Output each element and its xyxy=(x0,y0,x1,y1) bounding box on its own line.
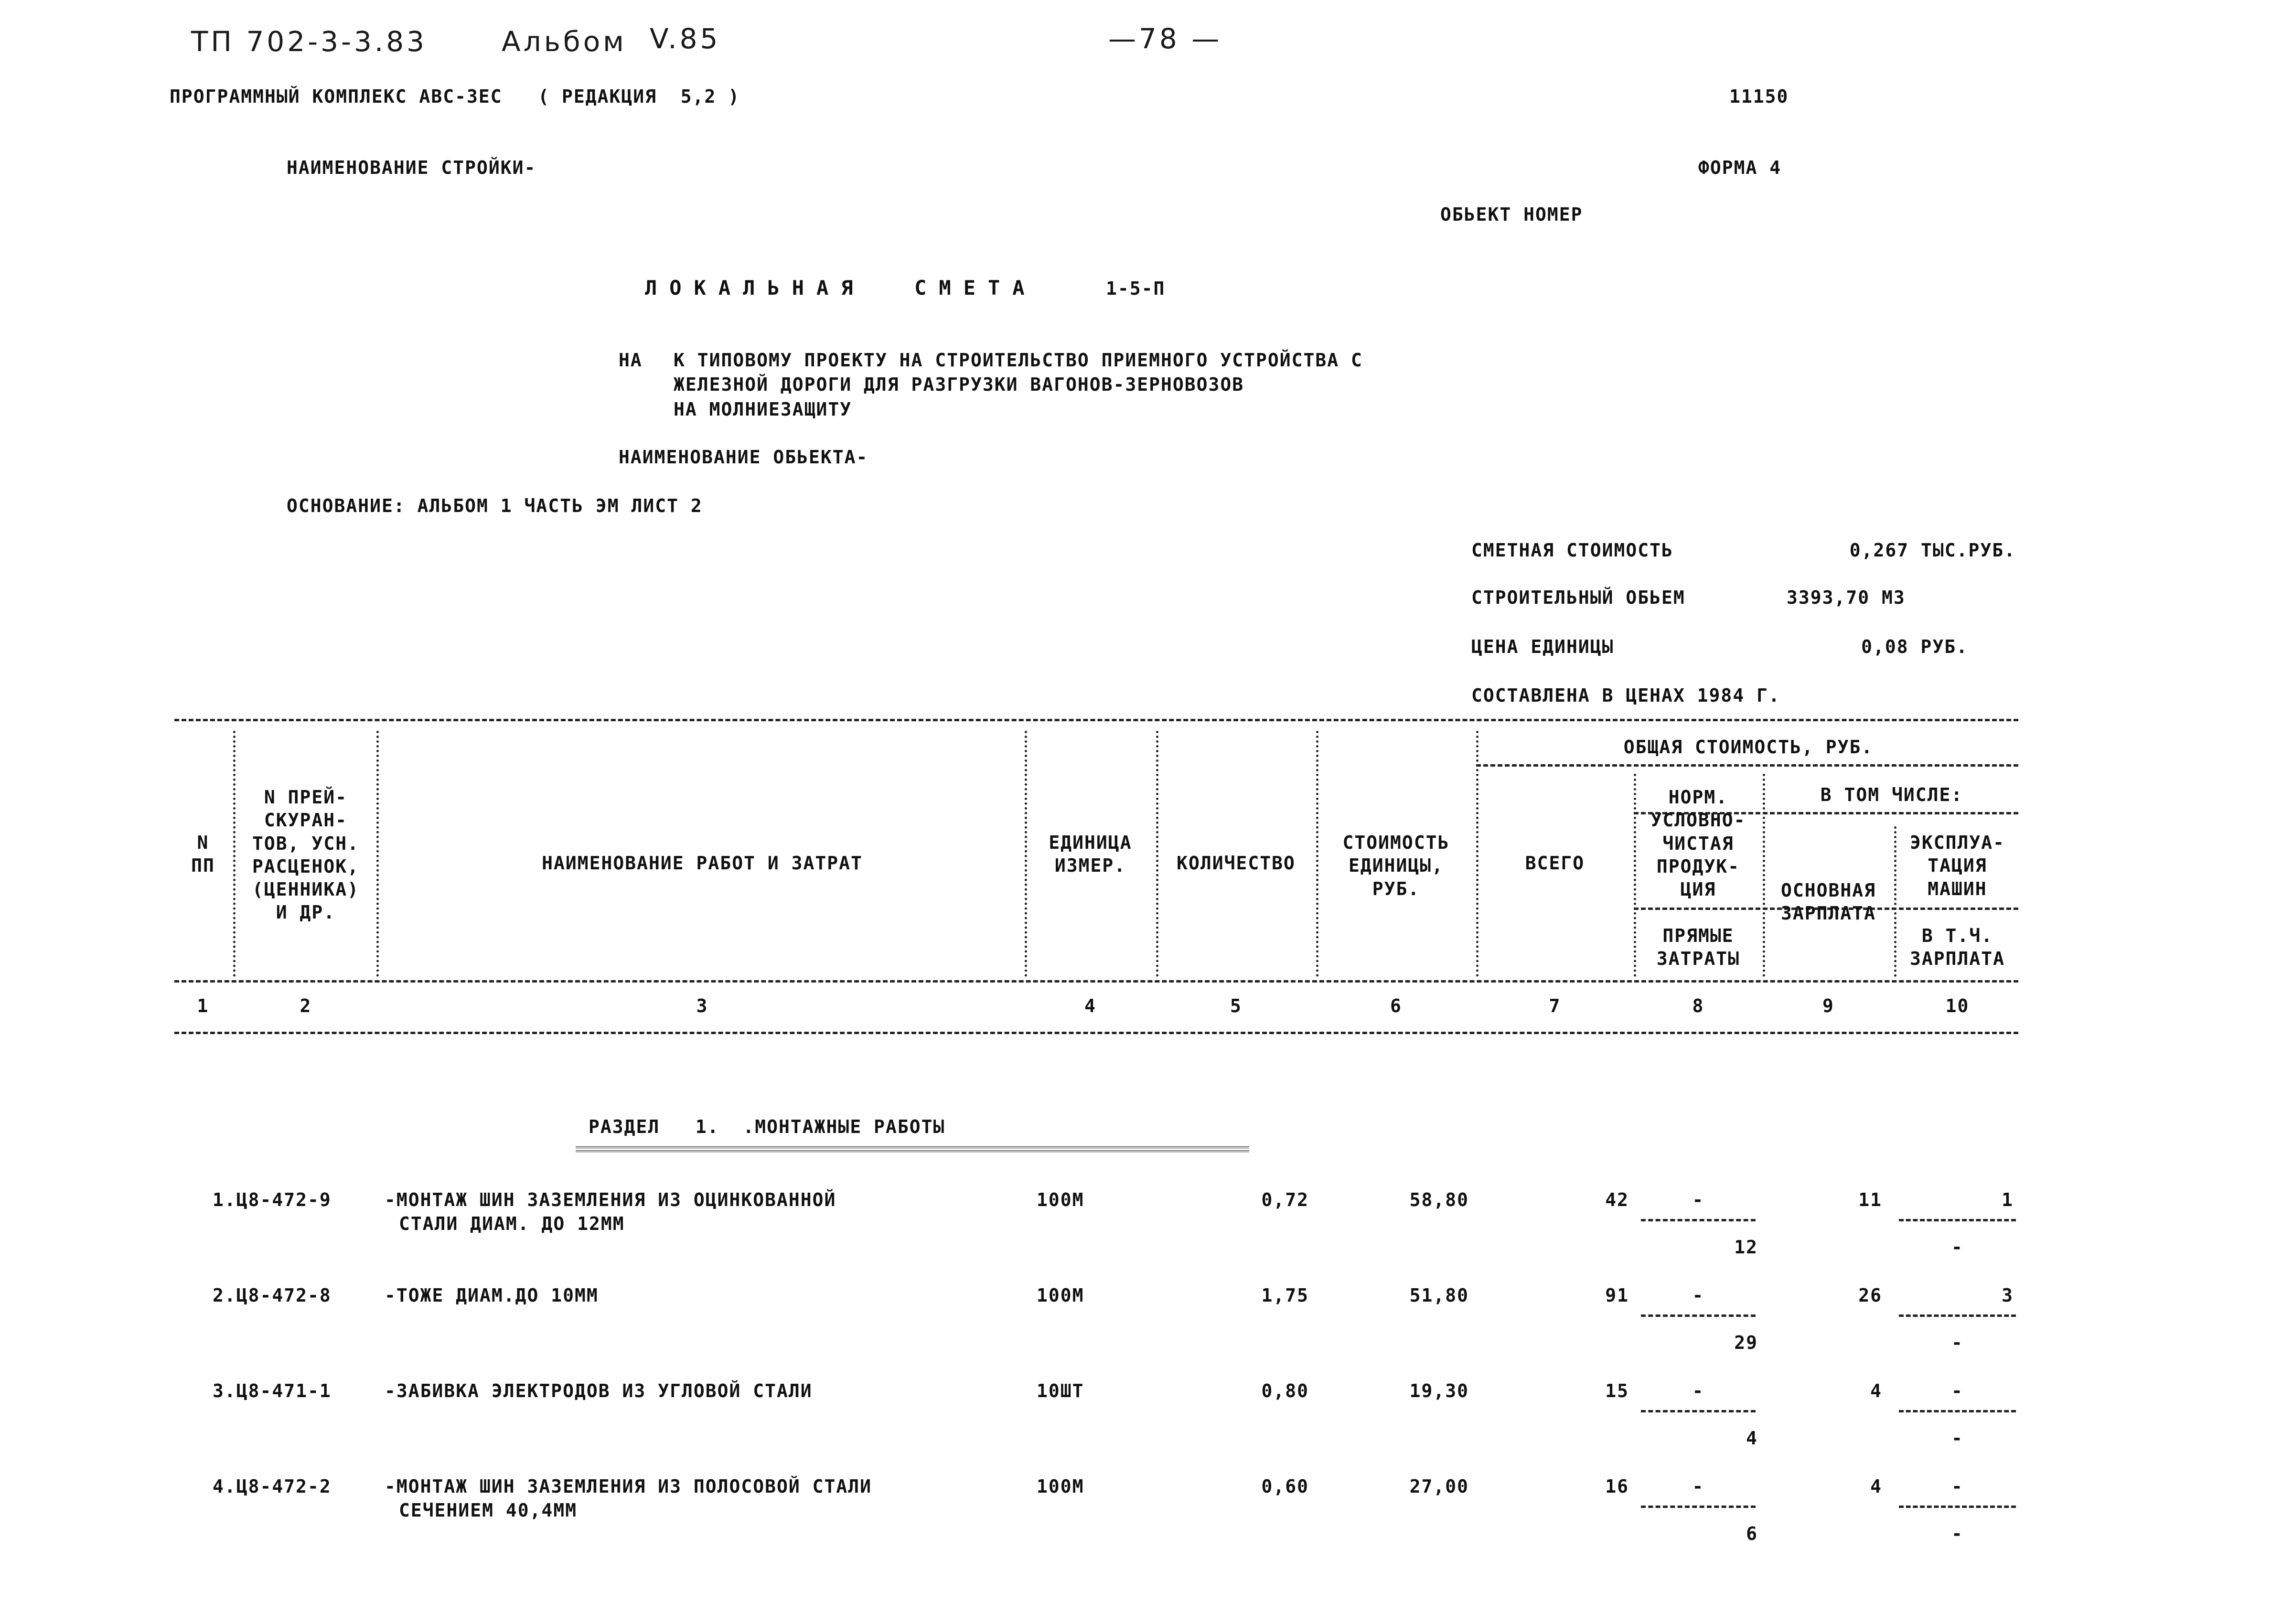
header-norm: НОРМ. УСЛОВНО- ЧИСТАЯ ПРОДУК- ЦИЯ xyxy=(1650,787,1746,900)
album-label: Альбом xyxy=(502,25,627,58)
row-norm: - xyxy=(1692,1476,1704,1497)
row-name: -МОНТАЖ ШИН ЗАЗЕМЛЕНИЯ ИЗ ПОЛОСОВОЙ СТАЛИ xyxy=(385,1476,872,1497)
col-number-7: 7 xyxy=(1549,995,1561,1016)
object-number-label: ОБЬЕКТ НОМЕР xyxy=(1440,204,1583,225)
summary-volume-label: СТРОИТЕЛЬНЫЙ ОБЬЕМ xyxy=(1471,587,1685,608)
row-unit-cost: 51,80 xyxy=(1409,1285,1469,1306)
header-machine-operation: ЭКСПЛУА- ТАЦИЯ МАШИН xyxy=(1909,832,2005,899)
row-quantity: 0,72 xyxy=(1261,1189,1309,1210)
summary-volume-value: 3393,70 М3 xyxy=(1787,587,1906,608)
summary-cost-value: 0,267 ТЫС.РУБ. xyxy=(1849,540,2016,561)
row-fraction-rule xyxy=(1641,1410,1756,1412)
header-unit-cost: СТОИМОСТЬ ЕДИНИЦЫ, РУБ. xyxy=(1342,832,1450,899)
purpose-line-3: НА МОЛНИЕЗАЩИТУ xyxy=(674,399,852,420)
col-number-4: 4 xyxy=(1084,995,1096,1016)
header-machine-wage: В Т.Ч. ЗАРПЛАТА xyxy=(1909,925,2005,970)
row-total: 16 xyxy=(1605,1476,1629,1497)
row-norm: - xyxy=(1692,1380,1704,1401)
form-number: ФОРМА 4 xyxy=(1698,157,1782,178)
row-fraction-rule-machine xyxy=(1899,1219,2016,1221)
group-header-rule xyxy=(1476,764,2018,767)
row-unit-cost: 58,80 xyxy=(1409,1189,1469,1210)
summary-unit-price-value: 0,08 РУБ. xyxy=(1861,636,1968,657)
row-wage: 4 xyxy=(1870,1476,1882,1497)
col-number-5: 5 xyxy=(1230,995,1242,1016)
purpose-prefix: НА xyxy=(619,350,643,371)
row-wage: 26 xyxy=(1858,1285,1882,1306)
summary-cost-label: СМЕТНАЯ СТОИМОСТЬ xyxy=(1471,540,1673,561)
row-fraction-rule xyxy=(1641,1219,1756,1221)
col-number-1: 1 xyxy=(197,995,209,1016)
col-separator-1 xyxy=(233,731,236,977)
row-machine: 1 xyxy=(2002,1189,2014,1210)
header-total-group: ОБЩАЯ СТОИМОСТЬ, РУБ. xyxy=(1623,737,1874,758)
numbers-bottom-rule xyxy=(174,1032,2018,1034)
col-separator-2 xyxy=(376,731,379,977)
row-total: 42 xyxy=(1605,1189,1629,1210)
row-machine: - xyxy=(1951,1476,1963,1497)
row-wage: 11 xyxy=(1858,1189,1882,1210)
row-name-continued: СЕЧЕНИЕМ 40,4ММ xyxy=(399,1500,578,1521)
album-number: V.85 xyxy=(650,22,721,55)
row-unit: 10ШТ xyxy=(1037,1380,1084,1401)
col-number-9: 9 xyxy=(1822,995,1834,1016)
row-machine: 3 xyxy=(2002,1285,2014,1306)
header-unit: ЕДИНИЦА ИЗМЕР. xyxy=(1049,832,1132,876)
purpose-line-2: ЖЕЛЕЗНОЙ ДОРОГИ ДЛЯ РАЗГРУЗКИ ВАГОНОВ-ЗЕРНОВОЗОВ xyxy=(674,374,1244,395)
row-quantity: 1,75 xyxy=(1261,1285,1309,1306)
row-norm: - xyxy=(1692,1189,1704,1210)
col-number-2: 2 xyxy=(300,995,312,1016)
section-title: РАЗДЕЛ 1. .МОНТАЖНЫЕ РАБОТЫ xyxy=(589,1116,945,1137)
estimate-number: 1-5-П xyxy=(1106,278,1166,299)
header-bottom-rule xyxy=(174,980,2018,983)
header-code: N ПРЕЙ- СКУРАН- ТОВ, УСН. РАСЦЕНОК, (ЦЕННИКА) И ДР. xyxy=(252,787,359,923)
row-direct: 29 xyxy=(1734,1332,1758,1353)
row-direct: 4 xyxy=(1746,1428,1758,1449)
row-unit: 100М xyxy=(1037,1189,1084,1210)
row-total: 15 xyxy=(1605,1380,1629,1401)
software-title: ПРОГРАММНЫЙ КОМПЛЕКС АВС-3ЕС ( РЕДАКЦИЯ 5,2 ) xyxy=(170,86,740,107)
row-name-continued: СТАЛИ ДИАМ. ДО 12ММ xyxy=(399,1213,625,1234)
row-unit: 100М xyxy=(1037,1476,1084,1497)
row-code: 3.Ц8-471-1 xyxy=(213,1380,332,1401)
col-separator-8 xyxy=(1763,774,1765,977)
row-fraction-rule-machine xyxy=(1899,1410,2016,1412)
summary-unit-price-label: ЦЕНА ЕДИНИЦЫ xyxy=(1471,636,1614,657)
header-quantity: КОЛИЧЕСТВО xyxy=(1177,853,1296,874)
row-machine: - xyxy=(1951,1380,1963,1401)
header-name: НАИМЕНОВАНИЕ РАБОТ И ЗАТРАТ xyxy=(542,853,863,874)
row-fraction-rule-machine xyxy=(1899,1314,2016,1317)
row-unit-cost: 27,00 xyxy=(1409,1476,1469,1497)
row-machine-wage: - xyxy=(1951,1523,1963,1544)
row-norm: - xyxy=(1692,1285,1704,1306)
header-n: N ПП xyxy=(191,832,215,876)
basis-line: ОСНОВАНИЕ: АЛЬБОМ 1 ЧАСТЬ ЭМ ЛИСТ 2 xyxy=(287,495,703,516)
construction-name-label: НАИМЕНОВАНИЕ СТРОЙКИ- xyxy=(287,157,536,178)
col-number-6: 6 xyxy=(1390,995,1402,1016)
row-unit-cost: 19,30 xyxy=(1409,1380,1469,1401)
row-code: 4.Ц8-472-2 xyxy=(213,1476,332,1497)
row-name: -ЗАБИВКА ЭЛЕКТРОДОВ ИЗ УГЛОВОЙ СТАЛИ xyxy=(385,1380,813,1401)
row-direct: 6 xyxy=(1746,1523,1758,1544)
estimate-title: ЛОКАЛЬНАЯ СМЕТА xyxy=(645,276,1037,299)
table-top-rule xyxy=(174,719,2018,721)
row-direct: 12 xyxy=(1734,1237,1758,1258)
section-underline xyxy=(576,1146,1249,1152)
header-including: В ТОМ ЧИСЛЕ: xyxy=(1820,784,1963,805)
row-fraction-rule xyxy=(1641,1314,1756,1317)
row-fraction-rule xyxy=(1641,1506,1756,1508)
header-direct-costs: ПРЯМЫЕ ЗАТРАТЫ xyxy=(1656,925,1740,970)
row-machine-wage: - xyxy=(1951,1428,1963,1449)
purpose-line-1: К ТИПОВОМУ ПРОЕКТУ НА СТРОИТЕЛЬСТВО ПРИЕМНОГО УСТРОЙСТВА С xyxy=(674,350,1363,371)
prices-note: СОСТАВЛЕНА В ЦЕНАХ 1984 Г. xyxy=(1471,685,1780,706)
col-number-3: 3 xyxy=(696,995,708,1016)
row-quantity: 0,60 xyxy=(1261,1476,1309,1497)
row-name: -ТОЖЕ ДИАМ.ДО 10ММ xyxy=(385,1285,599,1306)
row-fraction-rule-machine xyxy=(1899,1506,2016,1508)
row-unit: 100М xyxy=(1037,1285,1084,1306)
row-total: 91 xyxy=(1605,1285,1629,1306)
row-wage: 4 xyxy=(1870,1380,1882,1401)
col-number-10: 10 xyxy=(1945,995,1970,1016)
row-quantity: 0,80 xyxy=(1261,1380,1309,1401)
row-machine-wage: - xyxy=(1951,1332,1963,1353)
row-machine-wage: - xyxy=(1951,1237,1963,1258)
row-name: -МОНТАЖ ШИН ЗАЗЕМЛЕНИЯ ИЗ ОЦИНКОВАННОЙ xyxy=(385,1189,836,1210)
header-base-wage: ОСНОВНАЯ ЗАРПЛАТА xyxy=(1780,880,1876,924)
row-code: 2.Ц8-472-8 xyxy=(213,1285,332,1306)
row-code: 1.Ц8-472-9 xyxy=(213,1189,332,1210)
doc-code: 11150 xyxy=(1729,86,1789,107)
header-total: ВСЕГО xyxy=(1525,853,1585,874)
page-number: —78 — xyxy=(1108,22,1222,55)
object-name-label: НАИМЕНОВАНИЕ ОБЬЕКТА- xyxy=(619,447,868,468)
col-number-8: 8 xyxy=(1692,995,1704,1016)
album-reference: ТП 702-3-3.83 xyxy=(191,25,428,58)
